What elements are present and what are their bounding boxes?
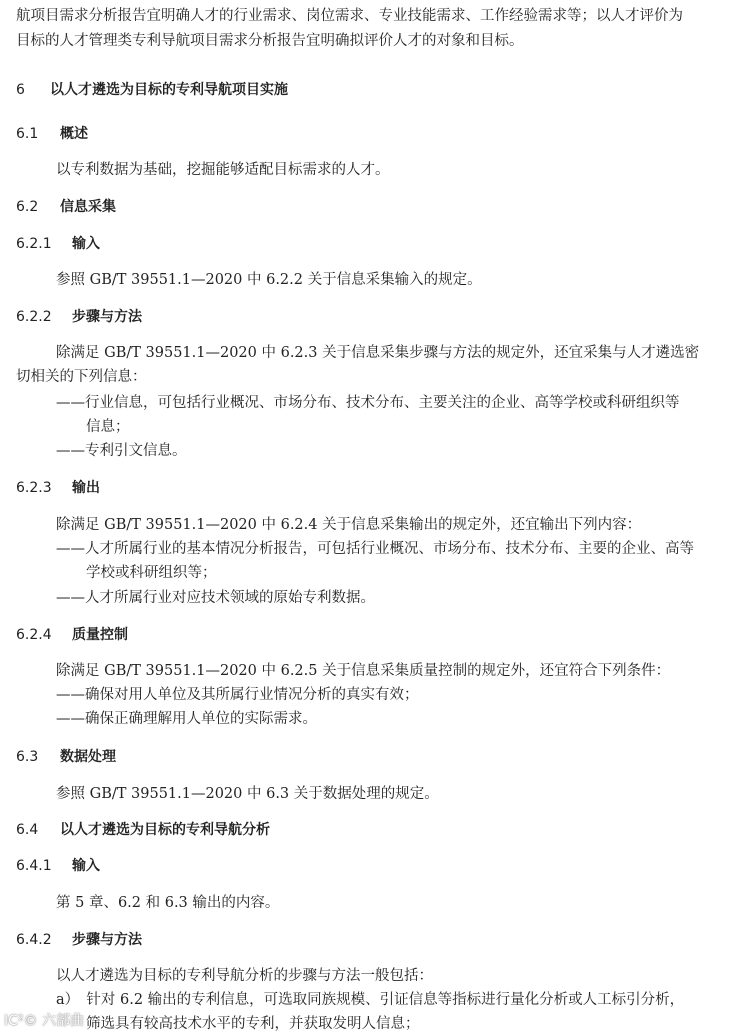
- section-heading: [16, 625, 128, 645]
- section-heading: [16, 307, 142, 327]
- body-text: 目标的人才管理类专利导航项目需求分析报告宜明确拟评价人才的对象和目标。: [16, 33, 524, 49]
- section-title: 以人才遴选为目标的专利导航分析: [60, 822, 270, 838]
- body-text: 第 5 章、6.2 和 6.3 输出的内容。: [56, 895, 280, 911]
- section-heading: [16, 747, 116, 767]
- section-number: 6.1: [16, 126, 39, 142]
- list-item-continuation: 学校或科研组织等；: [86, 565, 217, 581]
- section-heading: [16, 820, 270, 840]
- section-heading: [16, 856, 100, 876]
- body-text: 以专利数据为基础，挖掘能够适配目标需求的人才。: [56, 162, 390, 178]
- section-title: 输入: [72, 236, 100, 252]
- list-item: ——确保正确理解用人单位的实际需求。: [56, 711, 317, 727]
- list-item: ——人才所属行业对应技术领域的原始专利数据。: [56, 590, 375, 606]
- section-title: 步骤与方法: [72, 932, 142, 948]
- body-text: 切相关的下列信息：: [16, 369, 147, 385]
- section-title: 信息采集: [60, 199, 116, 215]
- list-item: ——行业信息，可包括行业概况、市场分布、技术分布、主要关注的企业、高等学校或科研组织等: [56, 395, 680, 411]
- body-text: 除满足 GB/T 39551.1—2020 中 6.2.3 关于信息采集步骤与方法的规定外，还宜采集与人才遴选密: [56, 345, 700, 361]
- section-title: 以人才遴选为目标的专利导航项目实施: [50, 82, 288, 98]
- section-title: 质量控制: [72, 627, 128, 643]
- section-title: 输出: [72, 480, 100, 496]
- section-title: 步骤与方法: [72, 309, 142, 325]
- section-title: 概述: [60, 126, 88, 142]
- section-title: 数据处理: [60, 749, 116, 765]
- section-heading: [16, 234, 100, 254]
- section-number: 6.2.1: [16, 236, 52, 252]
- section-title: 输入: [72, 858, 100, 874]
- list-item-continuation: 筛选具有较高技术水平的专利，并获取发明人信息；: [86, 1016, 420, 1032]
- body-text: 航项目需求分析报告宜明确人才的行业需求、岗位需求、专业技能需求、工作经验需求等；以人才评价为: [16, 8, 683, 24]
- section-heading: [16, 80, 288, 100]
- body-text: 参照 GB/T 39551.1—2020 中 6.2.2 关于信息采集输入的规定。: [56, 272, 482, 288]
- section-number: 6.2.3: [16, 480, 52, 496]
- body-text: 除满足 GB/T 39551.1—2020 中 6.2.5 关于信息采集质量控制的规定外，还宜符合下列条件：: [56, 663, 671, 679]
- section-number: 6.3: [16, 749, 39, 765]
- body-text: 以人才遴选为目标的专利导航分析的步骤与方法一般包括：: [56, 968, 433, 984]
- section-number: 6.4.1: [16, 858, 52, 874]
- section-number: 6.4: [16, 822, 39, 838]
- body-text: 参照 GB/T 39551.1—2020 中 6.3 关于数据处理的规定。: [56, 786, 439, 802]
- section-number: 6.2.2: [16, 309, 52, 325]
- section-number: 6.2.4: [16, 627, 52, 643]
- watermark: IC²© 六部曲: [4, 1013, 84, 1029]
- list-item: ——人才所属行业的基本情况分析报告，可包括行业概况、市场分布、技术分布、主要的企业、高等: [56, 541, 694, 557]
- body-text: 除满足 GB/T 39551.1—2020 中 6.2.4 关于信息采集输出的规定外，还宜输出下列内容：: [56, 517, 642, 533]
- list-item: ——专利引文信息。: [56, 443, 187, 459]
- list-item: ——确保对用人单位及其所属行业情况分析的真实有效；: [56, 687, 419, 703]
- section-number: 6.4.2: [16, 932, 52, 948]
- section-number: 6: [16, 82, 25, 98]
- section-heading: [16, 197, 116, 217]
- list-item-continuation: 信息；: [86, 419, 130, 435]
- section-heading: [16, 478, 100, 498]
- list-item: a） 针对 6.2 输出的专利信息，可选取同族规模、引证信息等指标进行量化分析或人工标引分析，: [56, 992, 685, 1008]
- section-heading: [16, 124, 88, 144]
- section-heading: [16, 930, 142, 950]
- section-number: 6.2: [16, 199, 39, 215]
